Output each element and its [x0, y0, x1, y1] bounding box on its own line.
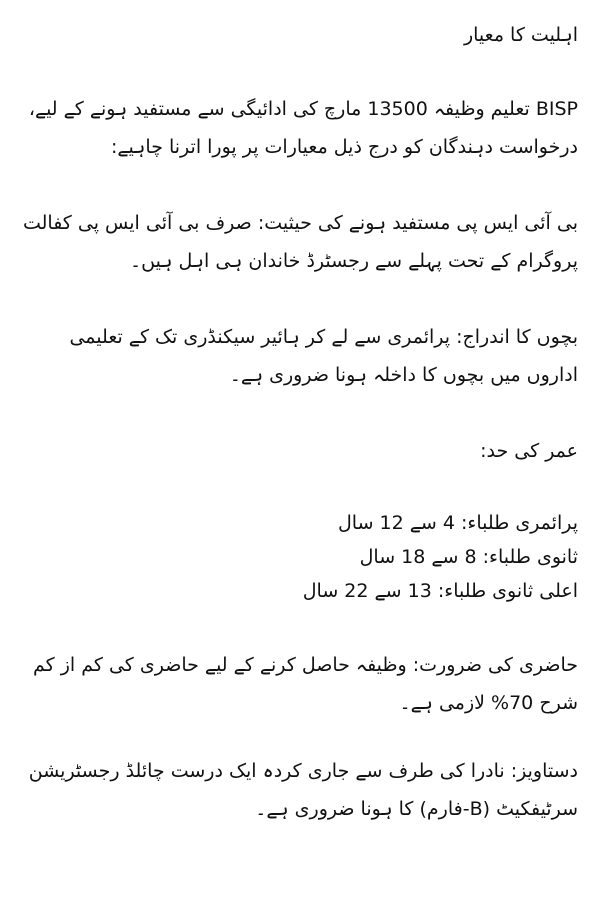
- criterion-child-enrollment: بچوں کا اندراج: پرائمری سے لے کر ہائیر سیکنڈری تک کے تعلیمی اداروں میں بچوں کا داخلہ ہونا ضروری ہے۔: [69, 326, 578, 386]
- age-limit-higher-secondary: اعلی ثانوی طلباء: 13 سے 22 سال: [302, 580, 578, 602]
- age-limit-primary: پرائمری طلباء: 4 سے 12 سال: [337, 512, 578, 534]
- age-limit-heading: عمر کی حد:: [480, 440, 578, 462]
- page-title: اہلیت کا معیار: [463, 24, 578, 46]
- intro-paragraph: BISP تعلیم وظیفہ 13500 مارچ کی ادائیگی سے مستفید ہونے کے لیے، درخواست دہندگان کو درج ذیل معیارات پر پورا اترنا چاہیے:: [28, 98, 578, 158]
- criterion-beneficiary-status: بی آئی ایس پی مستفید ہونے کی حیثیت: صرف بی آئی ایس پی کفالت پروگرام کے تحت پہلے سے رجسٹرڈ خاندان ہی اہل ہیں۔: [22, 212, 578, 272]
- age-limit-secondary: ثانوی طلباء: 8 سے 18 سال: [359, 546, 578, 568]
- documents-requirement: دستاویز: نادرا کی طرف سے جاری کردہ ایک درست چائلڈ رجسٹریشن سرٹیفکیٹ (B-فارم) کا ہونا ضروری ہے۔: [28, 760, 578, 820]
- attendance-requirement: حاضری کی ضرورت: وظیفہ حاصل کرنے کے لیے حاضری کی کم از کم شرح 70% لازمی ہے۔: [33, 654, 578, 714]
- age-limit-list: [22, 506, 578, 608]
